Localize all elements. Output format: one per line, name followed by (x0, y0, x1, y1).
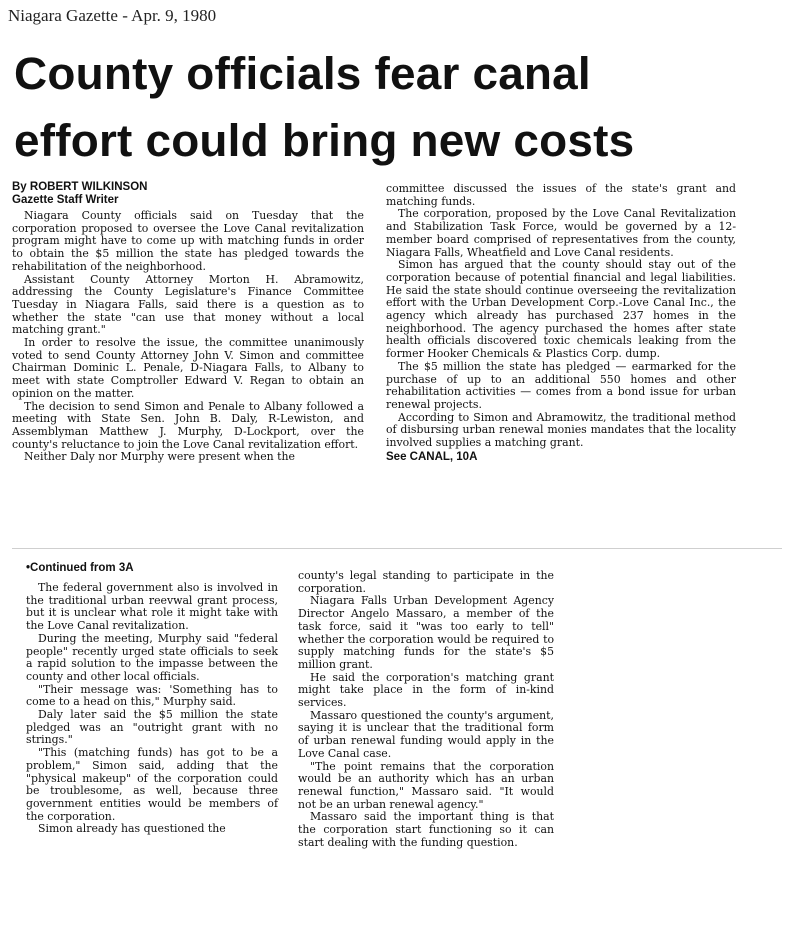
byline-role: Gazette Staff Writer (12, 194, 119, 206)
paragraph: Assistant County Attorney Morton H. Abramowitz, addressing the County Legislature's Finance Committee Tuesday in Niagara Falls, said there is a question as to whether the state "can use that money without a local matching grant." (12, 272, 364, 337)
top-left-body (12, 210, 364, 464)
bottom-left-body (26, 582, 278, 836)
source-line: Niagara Gazette - Apr. 9, 1980 (8, 6, 217, 25)
bottom-right-column (298, 570, 554, 849)
paragraph: The $5 million the state has pledged — earmarked for the purchase of up to an additional 550 homes and other rehabilitation activities — comes from a bond issue for urban renewal projects. (386, 359, 736, 411)
see-jump-reference: See CANAL, 10A (386, 450, 478, 463)
paragraph: "Their message was: 'Something has to come to a head on this," Murphy said. (26, 682, 278, 709)
paragraph: During the meeting, Murphy said "federal people" recently urged state officials to seek a rapid solution to the impasse between the county and other local officials. (26, 631, 278, 683)
paragraph: "The point remains that the corporation would be an authority which has an urban renewal function," Massaro said. "It would not be an urban renewal agency." (298, 759, 554, 811)
paragraph: The decision to send Simon and Penale to Albany followed a meeting with State Sen. John B. Daly, R-Lewiston, and Assemblyman Matthew J. Murphy, D-Lockport, over the county's reluctance to join the Love Canal revitalization effort. (12, 399, 364, 451)
paragraph: Neither Daly nor Murphy were present when the (24, 450, 295, 464)
paragraph: "This (matching funds) has got to be a problem," Simon said, adding that the "physical makeup" of the corporation could be troublesome, as well, because three government entities would be members of the corporation. (26, 746, 278, 823)
top-right-column (386, 183, 736, 463)
bottom-right-body (298, 570, 554, 849)
paragraph: Niagara Falls Urban Development Agency Director Angelo Massaro, a member of the task force, said it "was too early to tell" whether the corporation would be required to supply matching funds for the state's $5 million grant. (298, 594, 554, 671)
paragraph: According to Simon and Abramowitz, the traditional method of disbursing urban renewal monies mandates that the locality involved supplies a matching grant. (386, 410, 736, 450)
paragraph: Daly later said the $5 million the state pledged was an "outright grant with no strings." (26, 708, 278, 747)
byline-author: By ROBERT WILKINSON (12, 181, 148, 193)
continued-label: •Continued from 3A (26, 562, 134, 574)
paragraph: In order to resolve the issue, the committee unanimously voted to send County Attorney John V. Simon and committee Chairman Dominic L. Penale, D-Niagara Falls, to Albany to meet with state Comptroller Edward V. Regan to obtain an opinion on the matter. (12, 336, 364, 400)
paragraph: Simon has argued that the county should stay out of the corporation because of potential financial and legal liabilities. He said the state should continue overseeing the revitalization effort with the Urban Development Corp.-Love Canal Inc., the agency which already has purchased 237 homes in the neighborhood. The agency purchased the homes after state health officials discovered toxic chemicals leaking from the former Hooker Chemicals & Plastics Corp. dump. (386, 258, 736, 361)
paragraph: Simon already has questioned the (38, 822, 226, 836)
bottom-left-column (26, 562, 278, 836)
paragraph: Niagara County officials said on Tuesday that the corporation proposed to oversee the Love Canal revitalization program might have to come up with matching funds in order to obtain the $5 million the state has pledged towards the rehabilitation of the neighborhood. (12, 209, 364, 273)
section-divider (12, 548, 782, 549)
paragraph: county's legal standing to participate in the corporation. (298, 569, 554, 595)
paragraph: The corporation, proposed by the Love Canal Revitalization and Stabilization Task Force, would be governed by a 12-member board comprised of representatives from the county, Niagara Falls, Wheatfield and Love Canal residents. (386, 207, 736, 259)
paragraph: Massaro said the important thing is that the corporation start functioning so it can start dealing with the funding question. (298, 810, 554, 849)
headline-line-2: effort could bring new costs (14, 115, 635, 166)
paragraph: The federal government also is involved in the traditional urban reevwal grant process, but it is unclear what role it might take with the Love Canal revitalization. (26, 581, 278, 633)
top-left-column (12, 181, 364, 464)
paragraph: committee discussed the issues of the state's grant and matching funds. (386, 182, 736, 208)
top-right-body (386, 183, 736, 450)
paragraph: Massaro questioned the county's argument, saying it is unclear that the traditional form of urban renewal funding would apply in the Love Canal case. (298, 708, 554, 760)
headline-line-1: County officials fear canal (14, 48, 591, 99)
paragraph: He said the corporation's matching grant might take place in the form of in-kind services. (298, 670, 554, 710)
